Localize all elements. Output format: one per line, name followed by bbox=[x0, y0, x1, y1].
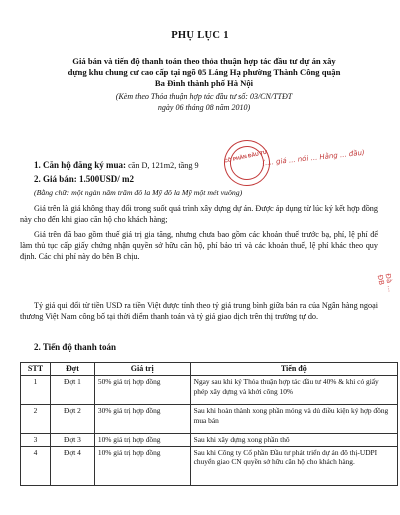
table-header-row bbox=[21, 363, 398, 376]
header-dot: Đợt bbox=[50, 363, 94, 376]
payment-schedule-table bbox=[20, 362, 398, 486]
margin-handwriting: Đà ... ĐB bbox=[375, 272, 395, 293]
document-title: PHỤ LỤC 1 bbox=[171, 30, 229, 41]
paragraph-price-includes: Giá trên đã bao gồm thuế giá trị gia tăng, nhưng chưa bao gồm các khoản thuế trước bạ, phí, lệ phí để làm thủ tục cấp giấy chứng nhận quyền sở hữu căn hộ, phí bảo trì và các khoản thuế, lệ phí khác theo quy định. Các chi phí này do bên B chịu. bbox=[20, 230, 378, 262]
paragraph-exchange-rate: Tỷ giá qui đổi từ tiền USD ra tiền Việt được tính theo tỷ giá trung bình giữa bán ra của Ngân hàng ngoại thương Việt Nam công bố tại thời điểm thanh toán và tỷ giá giao dịch trên thị trường tự do. bbox=[20, 301, 378, 322]
handwritten-note: (.... giá ... nói ... Hằng ... đầu) bbox=[261, 148, 366, 168]
table-row bbox=[21, 446, 398, 485]
cell-dot: Đợt 4 bbox=[50, 446, 94, 485]
cell-gia-tri: 10% giá trị hợp đồng bbox=[94, 446, 190, 485]
subheading-line-1: (Kèm theo Thỏa thuận hợp tác đầu tư số: 03/CN/TTĐT bbox=[115, 92, 293, 101]
paragraph-price-fixed: Giá trên là giá không thay đổi trong suốt quá trình xây dựng dự án. Được áp dụng từ lúc ký kết hợp đồng này cho đến khi giao căn hộ cho khách hàng; bbox=[20, 204, 378, 225]
cell-dot: Đợt 1 bbox=[50, 375, 94, 404]
cell-tien-do: Ngay sau khi ký Thỏa thuận hợp tác đầu tư 40% & khi có giấy phép xây dựng và khởi công 10% bbox=[190, 375, 397, 404]
subheading-line-2: ngày 06 tháng 08 năm 2010) bbox=[157, 103, 251, 112]
cell-tien-do: Sau khi Công ty Cổ phần Đầu tư phát triển dự án đô thị-UDPI chuyển giao CN quyền sở hữu căn hộ cho khách hàng. bbox=[190, 446, 397, 485]
table-row bbox=[21, 404, 398, 433]
section-apartment-value: căn D, 121m2, tầng 9 bbox=[126, 161, 199, 170]
cell-gia-tri: 50% giá trị hợp đồng bbox=[94, 375, 190, 404]
header-gia-tri: Giá trị bbox=[94, 363, 190, 376]
table-row bbox=[21, 375, 398, 404]
cell-gia-tri: 30% giá trị hợp đồng bbox=[94, 404, 190, 433]
header-stt: STT bbox=[21, 363, 51, 376]
cell-stt: 2 bbox=[21, 404, 51, 433]
cell-dot: Đợt 3 bbox=[50, 433, 94, 446]
section-apartment-label: 1. Căn hộ đăng ký mua: bbox=[34, 160, 127, 170]
cell-tien-do: Sau khi xây dựng xong phần thô bbox=[190, 433, 397, 446]
header-tien-do: Tiến độ bbox=[190, 363, 397, 376]
cell-tien-do: Sau khi hoàn thành xong phần móng và dủ điều kiện ký hợp đồng mua bán bbox=[190, 404, 397, 433]
cell-gia-tri: 10% giá trị hợp đồng bbox=[94, 433, 190, 446]
heading-line-3: Ba Đình thành phố Hà Nội bbox=[154, 78, 254, 88]
cell-stt: 3 bbox=[21, 433, 51, 446]
heading-line-1: Giá bán và tiến độ thanh toán theo thỏa thuận hợp tác đầu tư dự án xây bbox=[72, 56, 336, 66]
cell-dot: Đợt 2 bbox=[50, 404, 94, 433]
section-price: 2. Giá bán: 1.500USD/ m2 bbox=[34, 174, 135, 184]
stamp-text: CÔ PHẦN ĐẦU TƯ bbox=[223, 149, 268, 165]
section-payment-schedule: 2. Tiến độ thanh toán bbox=[34, 342, 116, 352]
price-in-words: (Bằng chữ: một ngàn năm trăm đô la Mỹ đô la Mỹ một mét vuông) bbox=[34, 188, 243, 197]
section-apartment bbox=[34, 160, 199, 170]
cell-stt: 4 bbox=[21, 446, 51, 485]
cell-stt: 1 bbox=[21, 375, 51, 404]
table-row bbox=[21, 433, 398, 446]
heading-line-2: dựng khu chung cư cao cấp tại ngõ 05 Láng Hạ phường Thành Công quận bbox=[67, 67, 341, 77]
